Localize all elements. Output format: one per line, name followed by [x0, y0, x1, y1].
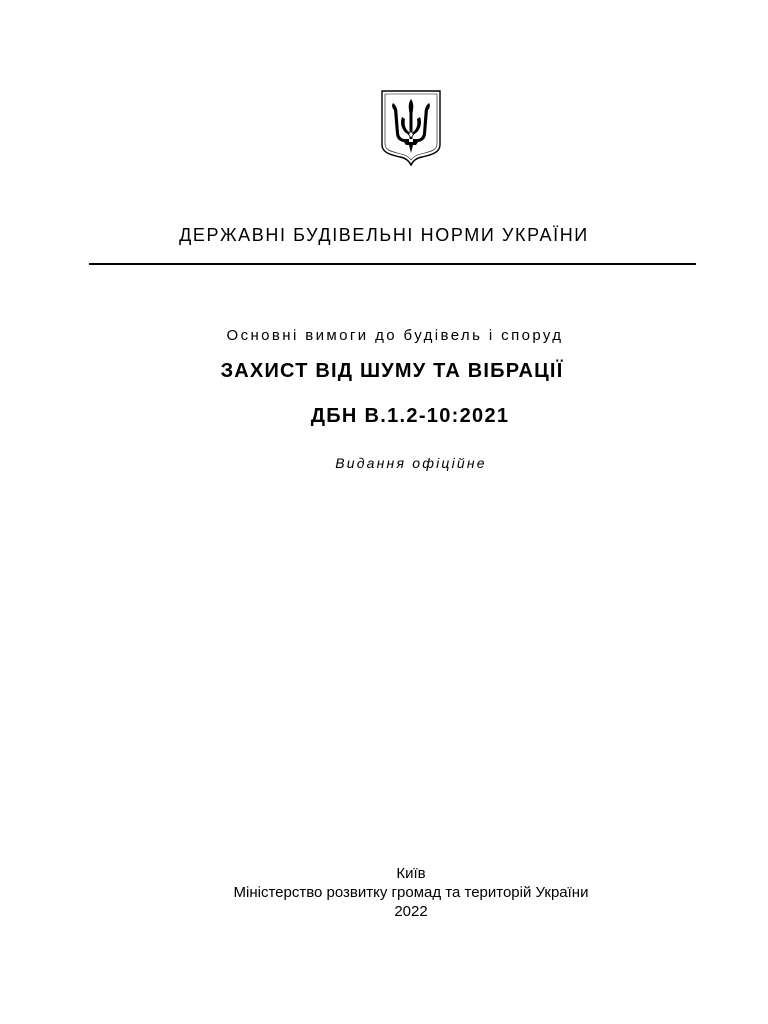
ukraine-coat-of-arms-icon — [380, 89, 442, 167]
imprint — [0, 864, 768, 921]
document-code: ДБН В.1.2-10:2021 — [310, 405, 510, 427]
imprint-publisher: Міністерство розвитку громад та територій України — [233, 884, 589, 901]
header-divider — [89, 263, 696, 265]
organization-title: ДЕРЖАВНІ БУДІВЕЛЬНІ НОРМИ УКРАЇНИ — [179, 225, 589, 245]
document-title: ЗАХИСТ ВІД ШУМУ ТА ВІБРАЦІЇ — [220, 360, 564, 382]
imprint-city: Київ — [396, 865, 426, 882]
imprint-year: 2022 — [394, 903, 428, 920]
document-subtitle: Основні вимоги до будівель і споруд — [226, 327, 564, 344]
edition-label: Видання офіційне — [335, 455, 487, 471]
